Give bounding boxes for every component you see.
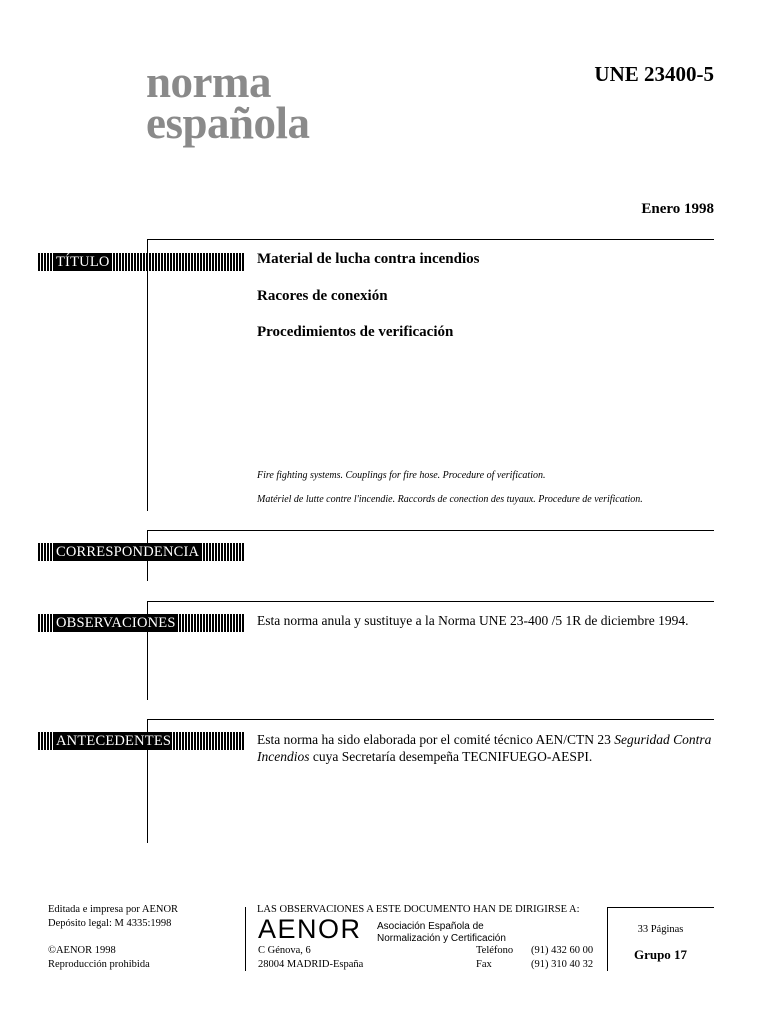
section-label-correspondencia xyxy=(38,543,244,561)
title-line-2: Racores de conexión xyxy=(257,288,388,304)
footer-copyright xyxy=(48,944,150,972)
aenor-organization xyxy=(377,921,506,945)
antecedentes-text-part: Esta norma ha sido elaborada por el comité técnico AEN/CTN 23 xyxy=(257,732,615,747)
brand-line-2: española xyxy=(146,98,310,148)
observaciones-text: Esta norma anula y sustituye a la Norma UNE 23-400 /5 1R de diciembre 1994. xyxy=(257,613,689,628)
brand-title xyxy=(146,57,310,148)
address-line-2: 28004 MADRID-España xyxy=(258,959,364,970)
section-label-text: TÍTULO xyxy=(56,254,110,270)
section-label-antecedentes xyxy=(38,732,244,750)
divider-observaciones xyxy=(147,601,714,602)
copyright-text: ©AENOR 1998 xyxy=(48,945,116,956)
fax-number: (91) 310 40 32 xyxy=(531,959,594,970)
title-english: Fire fighting systems. Couplings for fire hose. Procedure of verification. xyxy=(257,470,546,481)
address-line-1: C Génova, 6 xyxy=(258,945,311,956)
divider-antecedentes xyxy=(147,719,714,720)
title-line-1: Material de lucha contra incendios xyxy=(257,251,480,267)
aenor-logo: AENOR xyxy=(258,914,362,944)
footer-contact-labels xyxy=(476,944,513,972)
legal-deposit: Depósito legal: M 4335:1998 xyxy=(48,918,172,929)
divider-correspondencia xyxy=(147,530,714,531)
committee-name: Seguridad Contra Incendios xyxy=(257,732,712,764)
footer-top-rule xyxy=(607,907,714,908)
section-label-text: ANTECEDENTES xyxy=(56,733,172,749)
section-label-titulo xyxy=(38,253,244,271)
footer-edition xyxy=(48,903,178,931)
phone-number: (91) 432 60 00 xyxy=(531,945,594,956)
phone-label: Teléfono xyxy=(476,945,514,956)
section-label-observaciones xyxy=(38,614,244,632)
standard-number: UNE 23400-5 xyxy=(594,62,714,86)
footer-notice: LAS OBSERVACIONES A ESTE DOCUMENTO HAN DE DIRIGIRSE A: xyxy=(257,904,580,915)
fax-label: Fax xyxy=(476,959,492,970)
footer-vertical-rule-1 xyxy=(245,907,246,971)
page-count: 33 Páginas xyxy=(637,924,684,935)
title-line-3: Procedimientos de verificación xyxy=(257,324,454,340)
antecedentes-text xyxy=(257,731,717,765)
divider-titulo xyxy=(147,239,714,240)
section-label-text: CORRESPONDENCIA xyxy=(56,544,200,560)
group-number: Grupo 17 xyxy=(633,947,688,962)
footer-address xyxy=(258,944,363,972)
footer-contact-values xyxy=(531,944,593,972)
brand-line-1: norma xyxy=(146,57,271,107)
org-line-1: Asociación Española de xyxy=(377,921,484,932)
reproduction-notice: Reproducción prohibida xyxy=(48,959,150,970)
antecedentes-text-part: cuya Secretaría desempeña TECNIFUEGO-AESPI. xyxy=(309,749,593,764)
publication-date: Enero 1998 xyxy=(641,201,714,217)
edited-by: Editada e impresa por AENOR xyxy=(48,904,179,915)
title-french: Matériel de lutte contre l'incendie. Raccords de conection des tuyaux. Procedure de verification. xyxy=(257,494,643,505)
vertical-rule-titulo xyxy=(147,239,148,511)
section-label-text: OBSERVACIONES xyxy=(56,615,176,631)
org-line-2: Normalización y Certificación xyxy=(377,933,506,944)
